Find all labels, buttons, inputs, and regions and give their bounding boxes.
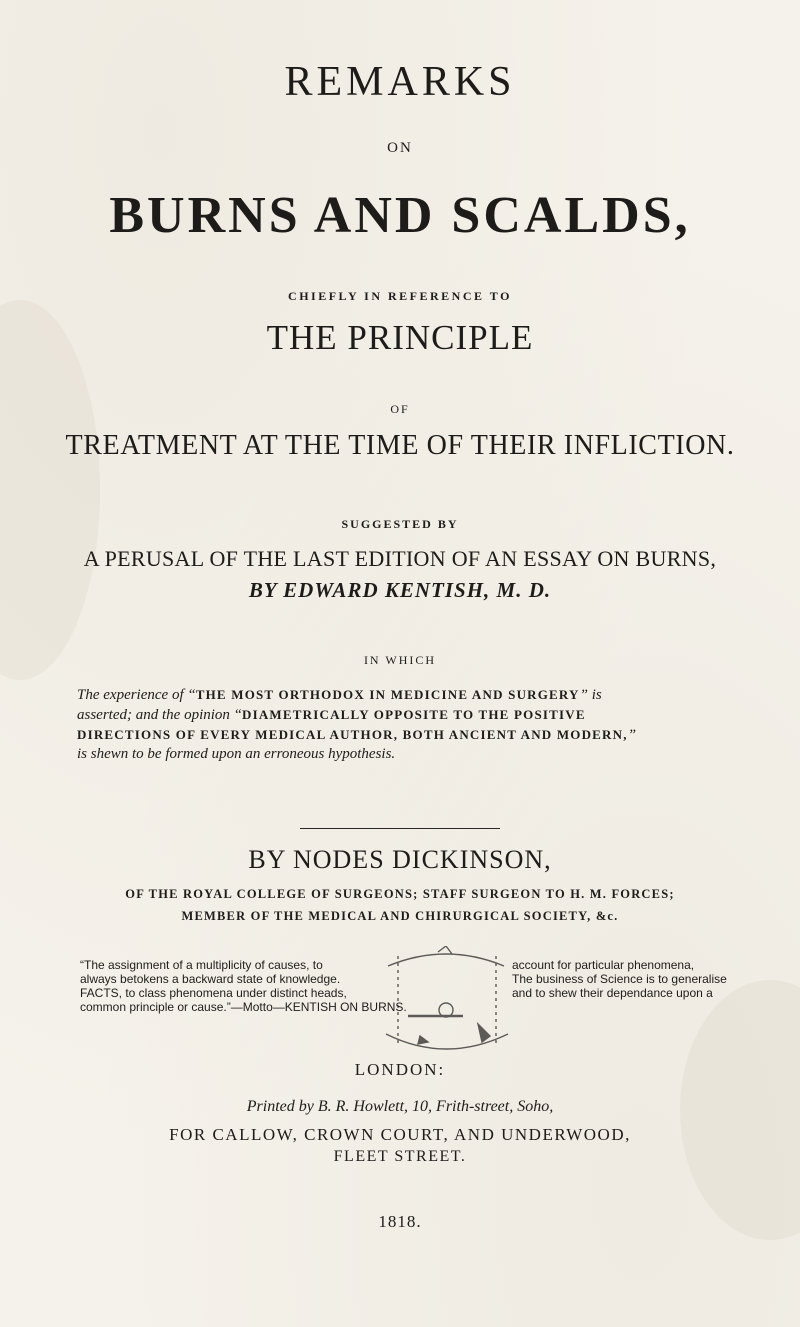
publisher-line-2: FLEET STREET. — [333, 1148, 467, 1165]
treatment-heading: TREATMENT AT THE TIME OF THEIR INFLICTION. — [65, 430, 735, 461]
principle-heading: THE PRINCIPLE — [266, 318, 534, 357]
of-text: OF — [390, 402, 410, 416]
author-line: BY NODES DICKINSON, — [248, 845, 552, 874]
remarks-heading: REMARKS — [284, 59, 516, 105]
affiliation-line-1: OF THE ROYAL COLLEGE OF SURGEONS; STAFF SURGEON TO H. M. FORCES; — [125, 887, 675, 901]
paragraph-line: is shewn to be formed upon an erroneous hypothesis. — [77, 746, 396, 762]
affiliation-line-2: MEMBER OF THE MEDICAL AND CHIRURGICAL SOCIETY, &c. — [181, 909, 619, 923]
paragraph-smallcaps: THE MOST ORTHODOX IN MEDICINE AND SURGERY — [195, 687, 580, 702]
essay-author: BY EDWARD KENTISH, M. D. — [248, 578, 552, 602]
epigraph-line: FACTS, to class phenomena under distinct heads, — [80, 986, 347, 1000]
printer-line: Printed by B. R. Howlett, 10, Frith-street, Soho, — [246, 1098, 554, 1115]
epigraph-line: common principle or cause.”—Motto—KENTISH ON BURNS. — [80, 1000, 407, 1014]
paragraph-text: ” — [627, 727, 637, 743]
publisher-line-1: FOR CALLOW, CROWN COURT, AND UNDERWOOD, — [169, 1125, 631, 1144]
paragraph-line — [77, 725, 737, 745]
in-which: IN WHICH — [363, 653, 437, 667]
place-of-publication: LONDON: — [354, 1060, 446, 1079]
epigraph-right — [512, 958, 762, 1000]
suggested-by: SUGGESTED BY — [341, 517, 459, 531]
paragraph-text: ” is — [579, 687, 602, 703]
description-paragraph — [77, 685, 737, 764]
paragraph-smallcaps: DIRECTIONS OF EVERY MEDICAL AUTHOR, BOTH ANCIENT AND MODERN, — [77, 727, 628, 742]
paragraph-text: asserted; and the opinion “ — [77, 707, 242, 723]
epigraph-line: and to shew their dependance upon a — [512, 986, 713, 1000]
epigraph-line: account for particular phenomena, — [512, 958, 695, 972]
divider-rule — [300, 828, 500, 829]
epigraph-line: always betokens a backward state of knowledge. — [80, 972, 341, 986]
paragraph-smallcaps: DIAMETRICALLY OPPOSITE TO THE POSITIVE — [242, 707, 586, 722]
epigraph-line: “The assignment of a multiplicity of causes, to — [80, 958, 323, 972]
paragraph-line — [77, 685, 737, 705]
on-text: ON — [387, 140, 413, 156]
paragraph-text: The experience of “ — [77, 687, 196, 703]
epigraph-line: The business of Science is to generalise — [512, 972, 727, 986]
publication-year: 1818. — [378, 1212, 422, 1231]
stamp-seal-icon — [368, 946, 524, 1066]
main-title: BURNS AND SCALDS, — [109, 187, 691, 244]
paragraph-line — [77, 705, 737, 725]
epigraph-left — [80, 958, 407, 1014]
perusal-line: A PERUSAL OF THE LAST EDITION OF AN ESSAY ON BURNS, — [83, 546, 717, 571]
chiefly-line: CHIEFLY IN REFERENCE TO — [288, 289, 512, 303]
